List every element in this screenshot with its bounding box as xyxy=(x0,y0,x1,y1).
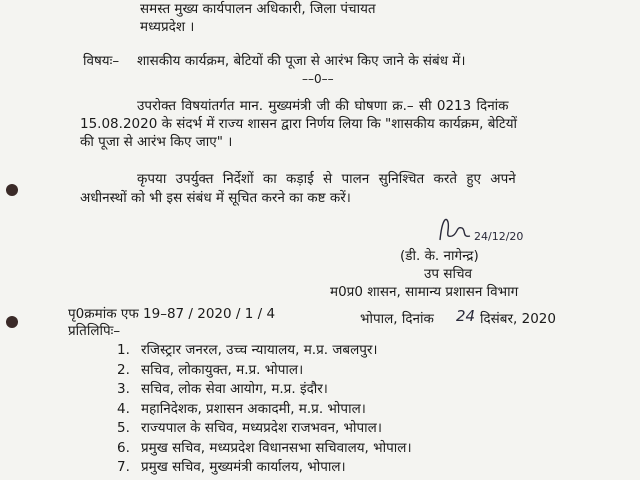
body-para2-line2: अधीनस्थों को भी इस संबंध में सूचित करने का कष्ट करें। xyxy=(80,190,351,206)
signatory-designation: उप सचिव xyxy=(424,266,473,282)
punch-hole-bottom xyxy=(6,316,18,328)
addressee-line-2: मध्यप्रदेश । xyxy=(140,19,195,35)
body-para1-line1: उपरोक्त विषयांतर्गत मान. मुख्यमंत्री जी की घोषणा क्र.– सी 0213 दिनांक xyxy=(137,98,509,114)
copy-item-number: 5. xyxy=(117,420,130,436)
place-date-prefix: भोपाल, दिनांक xyxy=(360,311,434,327)
copy-item-text: महानिदेशक, प्रशासन अकादमी, म.प्र. भोपाल। xyxy=(141,400,366,417)
subject-label: विषयः– xyxy=(83,53,120,69)
punch-hole-top xyxy=(6,184,18,196)
place-date-suffix: दिसंबर, 2020 xyxy=(480,311,556,327)
copy-item-text: सचिव, लोकायुक्त, म.प्र. भोपाल। xyxy=(141,361,304,378)
body-para1-line2: 15.08.2020 के संदर्भ में राज्य शासन द्वारा निर्णय लिया कि "शासकीय कार्यक्रम, बेटियों xyxy=(80,116,518,132)
subject-text: शासकीय कार्यक्रम, बेटियों की पूजा से आरंभ किए जाने के संबंध में। xyxy=(137,53,466,69)
signatory-name: (डी. के. नागेन्द्र) xyxy=(400,248,479,264)
copy-item-number: 6. xyxy=(117,439,130,456)
copy-item-number: 4. xyxy=(117,400,130,417)
copy-item-number: 1. xyxy=(117,342,130,358)
copy-item-number: 3. xyxy=(117,381,130,397)
handwritten-signature xyxy=(432,210,552,250)
signature-date: 24/12/20 xyxy=(474,230,524,243)
handwritten-day: 24 xyxy=(456,307,476,325)
reference-number: पृ0क्रमांक एफ 19–87 / 2020 / 1 / 4 xyxy=(68,306,276,322)
copy-item-text: रजिस्ट्रार जनरल, उच्च न्यायालय, म.प्र. जबलपुर। xyxy=(141,342,378,358)
subject-divider: ––0–– xyxy=(302,72,334,86)
addressee-line-1: समस्त मुख्य कार्यपालन अधिकारी, जिला पंचायत xyxy=(140,1,376,17)
copy-item-text: सचिव, लोक सेवा आयोग, म.प्र. इंदौर। xyxy=(141,381,328,397)
copy-item-text: राज्यपाल के सचिव, मध्यप्रदेश राजभवन, भोपाल। xyxy=(141,420,382,436)
copy-to-label: प्रतिलिपिः– xyxy=(68,323,121,339)
copy-item-number: 2. xyxy=(117,361,130,378)
copy-item-text: प्रमुख सचिव, मध्यप्रदेश विधानसभा सचिवालय, भोपाल। xyxy=(141,439,412,456)
body-para2-line1: कृपया उपर्युक्त निर्देशों का कड़ाई से पालन सुनिश्चित करते हुए अपने xyxy=(137,171,516,187)
copy-item-number: 7. xyxy=(117,459,130,475)
copy-item-text: प्रमुख सचिव, मुख्यमंत्री कार्यालय, भोपाल। xyxy=(141,459,346,475)
body-para1-line3: की पूजा से आरंभ किए जाए" । xyxy=(80,134,233,150)
signatory-department: म0प्र0 शासन, सामान्य प्रशासन विभाग xyxy=(330,284,519,300)
